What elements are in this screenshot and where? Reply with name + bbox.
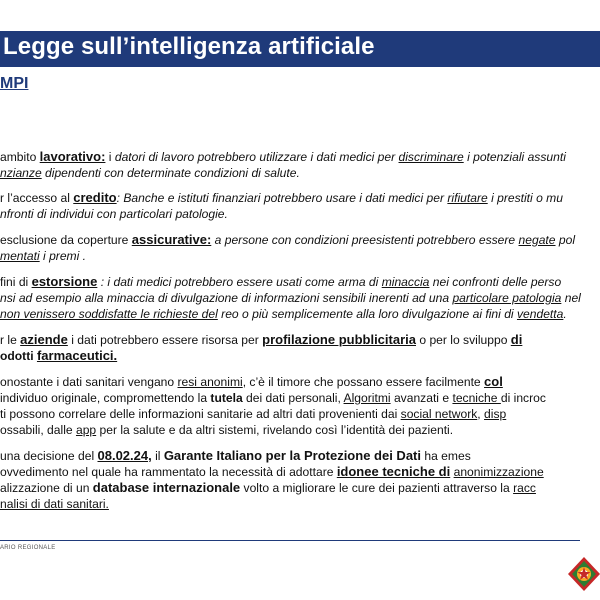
keyword-credit: credito	[73, 190, 117, 205]
slide-title: Legge sull’intelligenza artificiale	[3, 33, 375, 60]
paragraph-garante: una decisione del 08.02.24, il Garante Italiano per la Protezione dei Dati ha emes ovvedimento nel quale ha rammentato la necessità di adottare idonee tecniche di anonimizzazione alizzazione di un database internazionale volto a migliorare le cure dei pazienti attraverso la racc nalisi di dati sanitari.	[0, 448, 544, 511]
keyword-companies: aziende	[20, 332, 68, 347]
paragraph-anonymization: onostante i dati sanitari vengano resi anonimi, c’è il timore che possano essere facilmente col individuo originale, compromettendo la tutela dei dati personali, Algoritmi avanzati e tecniche di incroc ti possono correlare delle informazioni sanitarie ad altri dati provenienti dai social network, disp ossabili, dalle app per la salute e da altri sistemi, rivelando così l’identità dei pazienti.	[0, 374, 546, 437]
paragraph-insurance: esclusione da coperture assicurative: a persone con condizioni preesistenti potrebbero essere negate pol mentati i premi .	[0, 232, 576, 263]
paragraph-extortion: fini di estorsione : i dati medici potrebbero essere usati come arma di minaccia nei confronti delle perso nsi ad esempio alla minaccia di divulgazione di informazioni sensibili inerenti ad una particolare patologia nel non venissero soddisfatte le richieste del reo o più semplicemente alla loro divulgazione ai fini di vendetta.	[0, 274, 581, 321]
keyword-insurance: assicurative:	[131, 232, 212, 247]
paragraph-companies: r le aziende i dati potrebbero essere risorsa per profilazione pubblicitaria o per lo sviluppo di odotti farmaceutici.	[0, 332, 523, 363]
paragraph-credit: r l’accesso al credito: Banche e istituti finanziari potrebbero usare i dati medici per rifiutare i prestiti o mu nfronti di individui con particolari patologie.	[0, 190, 563, 221]
slide-subtitle: MPI	[0, 75, 29, 92]
regional-emblem-icon	[566, 556, 600, 592]
footer-text: ARIO REGIONALE	[0, 545, 56, 551]
footer-divider	[0, 540, 580, 541]
paragraph-work: ambito lavorativo: i datori di lavoro potrebbero utilizzare i dati medici per discriminare i potenziali assunti nzianze dipendenti con determinate condizioni di salute.	[0, 149, 566, 180]
keyword-extortion: estorsione	[31, 274, 98, 289]
keyword-work: lavorativo:	[39, 149, 106, 164]
